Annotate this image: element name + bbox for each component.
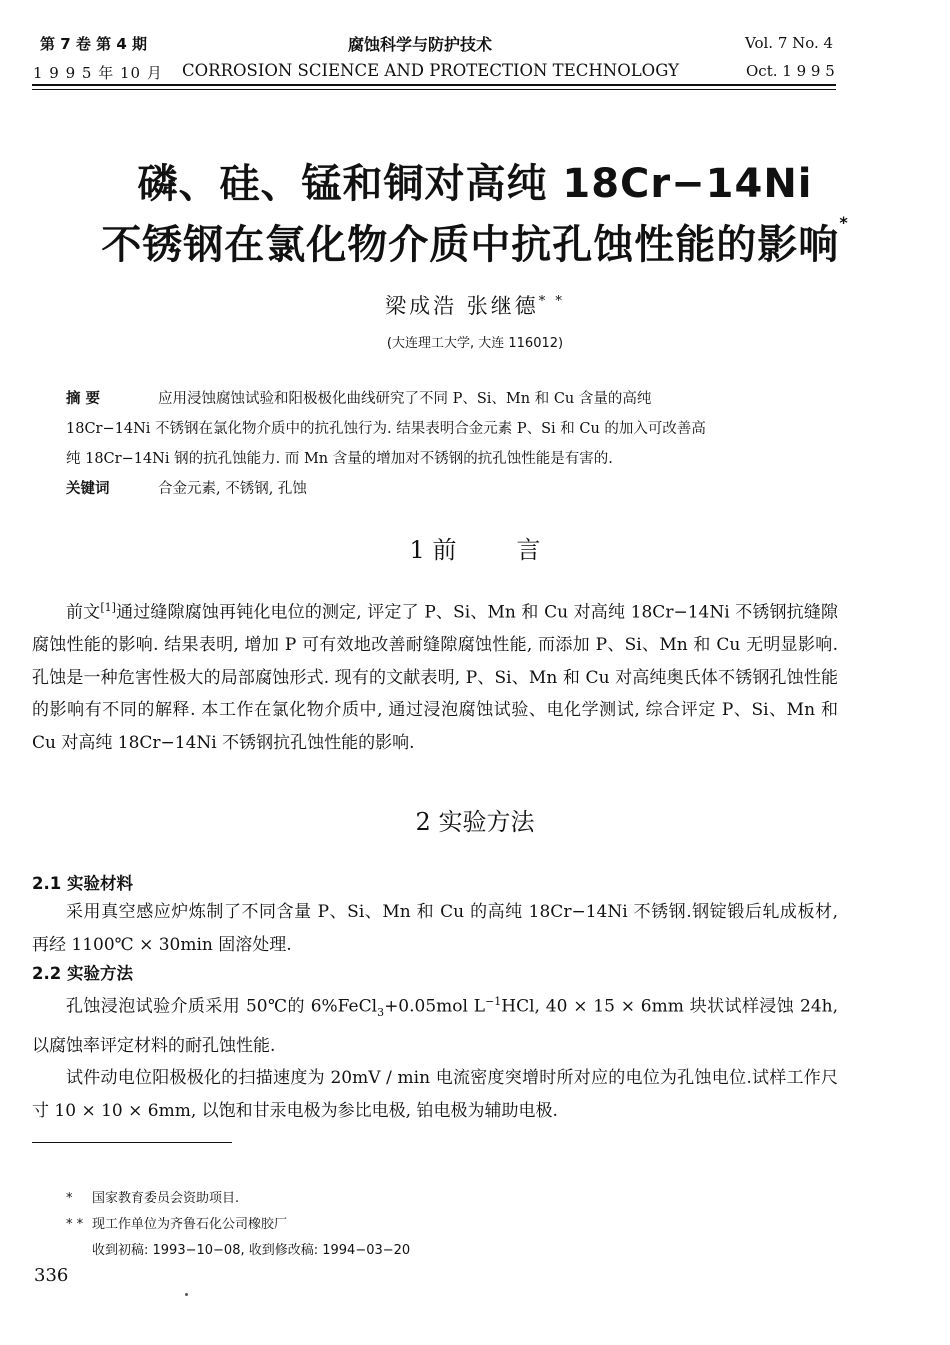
sub2-p1-b: +0.05mol L: [384, 996, 486, 1017]
abstract-line-2: 18Cr−14Ni 不锈钢在氯化物介质中的抗孔蚀行为. 结果表明合金元素 P、Si 和 Cu 的加入可改善高: [66, 421, 706, 437]
header-rule-thick: [32, 84, 836, 86]
footnote-1-mark: *: [66, 1191, 73, 1206]
header-journal-cn: 腐蚀科学与防护技术: [348, 35, 493, 54]
footnote-rule: [32, 1142, 232, 1143]
author-footnote-mark: * *: [538, 294, 565, 309]
subsection-2-1-heading: 2.1 实验材料: [32, 874, 133, 893]
page-number: 336: [34, 1265, 69, 1286]
footnote-2-text: 现工作单位为齐鲁石化公司橡胶厂: [92, 1217, 288, 1232]
abstract-text-1: 应用浸蚀腐蚀试验和阳极极化曲线研究了不同 P、Si、Mn 和 Cu 含量的高纯: [158, 391, 652, 407]
footnote-2: [66, 1213, 287, 1232]
header-journal-en: CORROSION SCIENCE AND PROTECTION TECHNOLOGY: [182, 61, 679, 80]
scan-speck: [185, 1293, 188, 1296]
affiliation: (大连理工大学, 大连 116012): [386, 336, 564, 351]
section-1-body: [32, 592, 838, 759]
header-rule-thin: [32, 89, 836, 90]
subsection-2-1-body: [32, 896, 838, 961]
keywords-line: [66, 474, 808, 504]
subsection-2-2-paragraph-1: [32, 986, 838, 1062]
abstract-label: 摘 要: [66, 391, 101, 407]
author-names: 梁成浩 张继德: [385, 294, 539, 318]
subsection-2-1-text: 采用真空感应炉炼制了不同含量 P、Si、Mn 和 Cu 的高纯 18Cr−14Ni 不锈钢.钢锭锻后轧成板材, 再经 1100℃ × 30min 固溶处理.: [32, 902, 838, 955]
section-1-text: 通过缝隙腐蚀再钝化电位的测定, 评定了 P、Si、Mn 和 Cu 对高纯 18Cr−14Ni 不锈钢抗缝隙腐蚀性能的影响. 结果表明, 增加 P 可有效地改善耐缝隙腐蚀性能, 而添加 P、Si、Mn 和 Cu 无明显影响. 孔蚀是一种危害性极大的局部腐蚀形式. 现有的文献表明, P、Si、Mn 和 Cu 对高纯奥氏体不锈钢孔蚀性能的影响有不同的解释. 本工作在氯化物介质中, 通过浸泡腐蚀试验、电化学测试, 综合评定 P、Si、Mn 和 Cu 对高纯 18Cr−14Ni 不锈钢抗孔蚀性能的影响.: [32, 602, 838, 753]
title-line-2-text: 不锈钢在氯化物介质中抗孔蚀性能的影响: [101, 222, 840, 268]
footnote-1: [66, 1187, 239, 1206]
received-dates: 收到初稿: 1993−10−08, 收到修改稿: 1994−03−20: [92, 1243, 411, 1258]
section-2-heading: 2 实验方法: [415, 808, 535, 836]
header-date-cn: 1 9 9 5 年 10 月: [33, 64, 163, 82]
subsection-2-2-body: [32, 986, 838, 1127]
sub2-p1-sub: 3: [377, 1006, 385, 1020]
section-1-number: 1 前: [409, 536, 457, 564]
section-1-ref-pre: 前文: [66, 602, 101, 623]
section-1-title-rest: 言: [516, 536, 541, 564]
abstract: [66, 384, 808, 504]
header-volume-issue-en: Vol. 7 No. 4: [745, 34, 834, 52]
section-1-heading: [0, 530, 950, 565]
authors: [0, 290, 950, 320]
header-date-en: Oct. 1 9 9 5: [746, 62, 835, 80]
keywords-label: 关键词: [66, 481, 110, 497]
subsection-2-2-paragraph-2: 试件动电位阳极极化的扫描速度为 20mV / min 电流密度突增时所对应的电位为孔蚀电位.试样工作尺寸 10 × 10 × 6mm, 以饱和甘汞电极为参比电极, 铂电极为辅助电极.: [32, 1068, 838, 1121]
abstract-line-3: 纯 18Cr−14Ni 钢的抗孔蚀能力. 而 Mn 含量的增加对不锈钢的抗孔蚀性能是有害的.: [66, 451, 613, 467]
footnote-2-mark: * *: [66, 1217, 84, 1232]
sub2-p1-c: HCl, 40 × 15 × 6mm 块状试样浸蚀 24h,以腐蚀率评定材料的耐孔蚀性能.: [32, 996, 838, 1056]
citation-ref: [1]: [100, 601, 116, 614]
sub2-p1-a: 孔蚀浸泡试验介质采用 50℃的 6%FeCl: [66, 996, 378, 1017]
footnote-1-text: 国家教育委员会资助项目.: [92, 1191, 240, 1206]
header-volume-issue-cn: 第 7 卷 第 4 期: [40, 35, 147, 53]
section-1-paragraph: [32, 592, 838, 759]
title-footnote-mark: *: [839, 213, 849, 232]
sub2-p1-sup: −1: [485, 995, 502, 1008]
abstract-line-1: [66, 384, 808, 414]
keywords-text: 合金元素, 不锈钢, 孔蚀: [158, 481, 307, 497]
title-line-2: [0, 213, 950, 270]
subsection-2-2-heading: 2.2 实验方法: [32, 964, 133, 983]
title-line-1: 磷、硅、锰和铜对高纯 18Cr−14Ni: [137, 161, 813, 207]
